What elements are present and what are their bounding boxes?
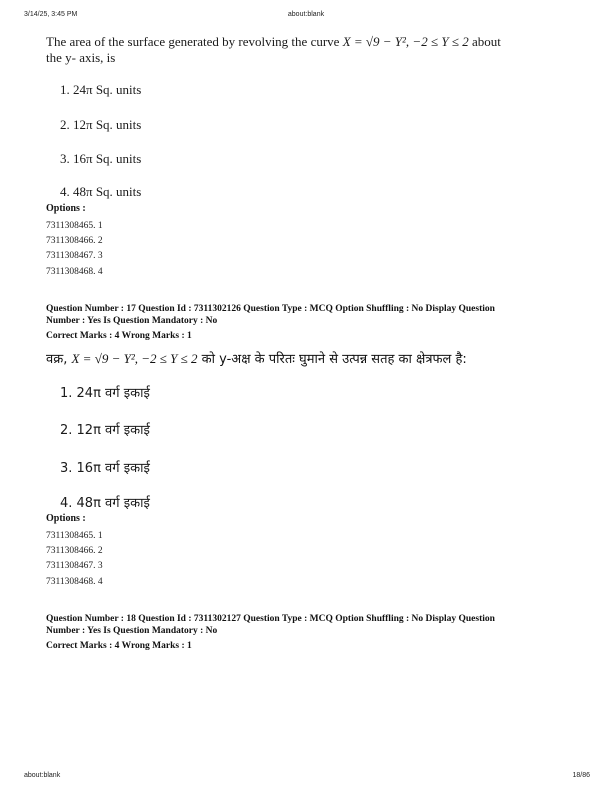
q17-option-3: 3. 16π वर्ग इकाई [60,461,150,476]
q16-option-4: 4. 48π Sq. units [60,184,142,199]
q16-option-id-2: 7311308466. 2 [46,236,103,246]
q16-option-id-3: 7311308467. 3 [46,251,103,261]
q16-option-1: 1. 24π Sq. units [60,82,142,97]
q16-option-id-4: 7311308468. 4 [46,267,103,277]
question-18-meta [46,613,586,652]
question-16-text [46,34,572,66]
q17-equation: X = √9 − Y², −2 ≤ Y ≤ 2 [71,351,198,366]
question-16-text-line2: the y- axis, is [46,50,116,65]
question-16-equation: X = √9 − Y², −2 ≤ Y ≤ 2 [342,34,469,49]
print-datetime: 3/14/25, 3:45 PM [24,11,78,18]
q17-hindi-suffix: को y-अक्ष के परितः घुमाने से उत्पन्न सतह का क्षेत्रफल है: [197,352,467,367]
q16-option-id-1: 7311308465. 1 [46,221,103,231]
q17-meta-line2: Number : Yes Is Question Mandatory : No [46,316,218,326]
q17-option-1: 1. 24π वर्ग इकाई [60,386,150,401]
q17-option-id-2: 7311308466. 2 [46,546,103,556]
page-number: 18/86 [572,772,590,779]
q17-option-4: 4. 48π वर्ग इकाई [60,496,150,511]
q17-hindi-prefix: वक्र, [46,352,72,367]
print-url: about:blank [287,11,325,18]
question-16-text-prefix: The area of the surface generated by revolving the curve [46,34,343,49]
footer-url: about:blank [24,772,61,779]
q16-options-label: Options : [46,203,86,214]
q16-option-2: 2. 12π Sq. units [60,117,142,132]
q17-option-id-1: 7311308465. 1 [46,531,103,541]
q17-marks: Correct Marks : 4 Wrong Marks : 1 [46,331,192,341]
question-16-text-suffix: about [468,34,501,49]
q17-option-id-3: 7311308467. 3 [46,561,103,571]
q17-option-id-4: 7311308468. 4 [46,577,103,587]
q18-meta-line2: Number : Yes Is Question Mandatory : No [46,626,218,636]
question-17-meta [46,303,586,342]
q18-meta-line1: Question Number : 18 Question Id : 7311302127 Question Type : MCQ Option Shuffling : No Display Question [46,614,495,624]
q17-meta-line1: Question Number : 17 Question Id : 7311302126 Question Type : MCQ Option Shuffling : No Display Question [46,304,495,314]
q17-option-2: 2. 12π वर्ग इकाई [60,423,150,438]
q16-option-3: 3. 16π Sq. units [60,151,142,166]
q18-marks: Correct Marks : 4 Wrong Marks : 1 [46,641,192,651]
q17-options-label: Options : [46,513,86,524]
question-17-text [46,349,467,367]
